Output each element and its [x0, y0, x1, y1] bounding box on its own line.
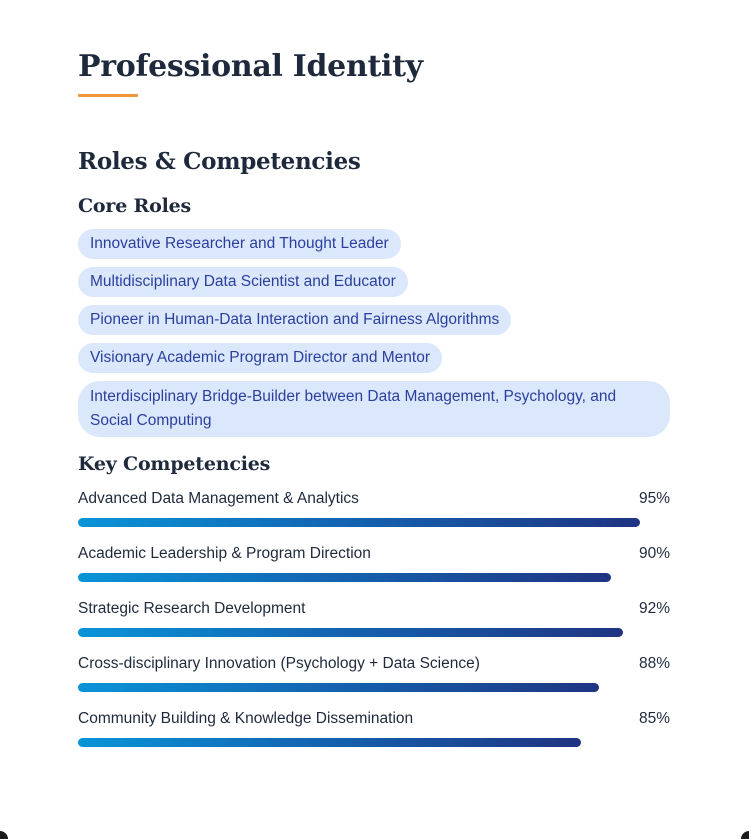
- core-roles-heading: Core Roles: [78, 195, 191, 217]
- competency-percent: 85%: [638, 710, 670, 727]
- competency-label: Strategic Research Development: [78, 600, 306, 617]
- role-pill: Pioneer in Human-Data Interaction and Fairness Algorithms: [78, 305, 511, 335]
- competency-item: [78, 599, 670, 654]
- role-pill: Visionary Academic Program Director and Mentor: [78, 343, 442, 373]
- section-title: Roles & Competencies: [78, 148, 361, 175]
- competency-item: [78, 489, 670, 544]
- competency-bar: [78, 738, 581, 747]
- competency-label: Academic Leadership & Program Direction: [78, 545, 371, 562]
- competency-track: [78, 738, 670, 747]
- page-corner: [0, 831, 8, 839]
- key-competencies-heading: Key Competencies: [78, 453, 271, 475]
- page-corner: [741, 831, 749, 839]
- role-pill: Multidisciplinary Data Scientist and Educator: [78, 267, 408, 297]
- main-content: [78, 48, 670, 764]
- competency-track: [78, 518, 670, 527]
- competency-bar: [78, 628, 623, 637]
- title-underline-accent: [78, 94, 138, 97]
- competency-percent: 95%: [638, 490, 670, 507]
- core-roles-list: [78, 229, 670, 437]
- competency-track: [78, 573, 670, 582]
- competency-percent: 88%: [638, 655, 670, 672]
- competency-label: Community Building & Knowledge Dissemination: [78, 710, 414, 727]
- competency-list: [78, 489, 670, 764]
- competency-label: Advanced Data Management & Analytics: [78, 490, 359, 507]
- competency-bar: [78, 518, 640, 527]
- competency-label: Cross-disciplinary Innovation (Psychology + Data Science): [78, 655, 480, 672]
- competency-track: [78, 683, 670, 692]
- page-title: Professional Identity: [78, 49, 423, 84]
- competency-item: [78, 709, 670, 764]
- role-pill: Interdisciplinary Bridge-Builder between Data Management, Psychology, and Social Computing: [78, 381, 670, 437]
- role-pill: Innovative Researcher and Thought Leader: [78, 229, 401, 259]
- competency-bar: [78, 683, 599, 692]
- competency-percent: 90%: [638, 545, 670, 562]
- competency-percent: 92%: [638, 600, 670, 617]
- competency-item: [78, 544, 670, 599]
- competency-item: [78, 654, 670, 709]
- competency-track: [78, 628, 670, 637]
- competency-bar: [78, 573, 611, 582]
